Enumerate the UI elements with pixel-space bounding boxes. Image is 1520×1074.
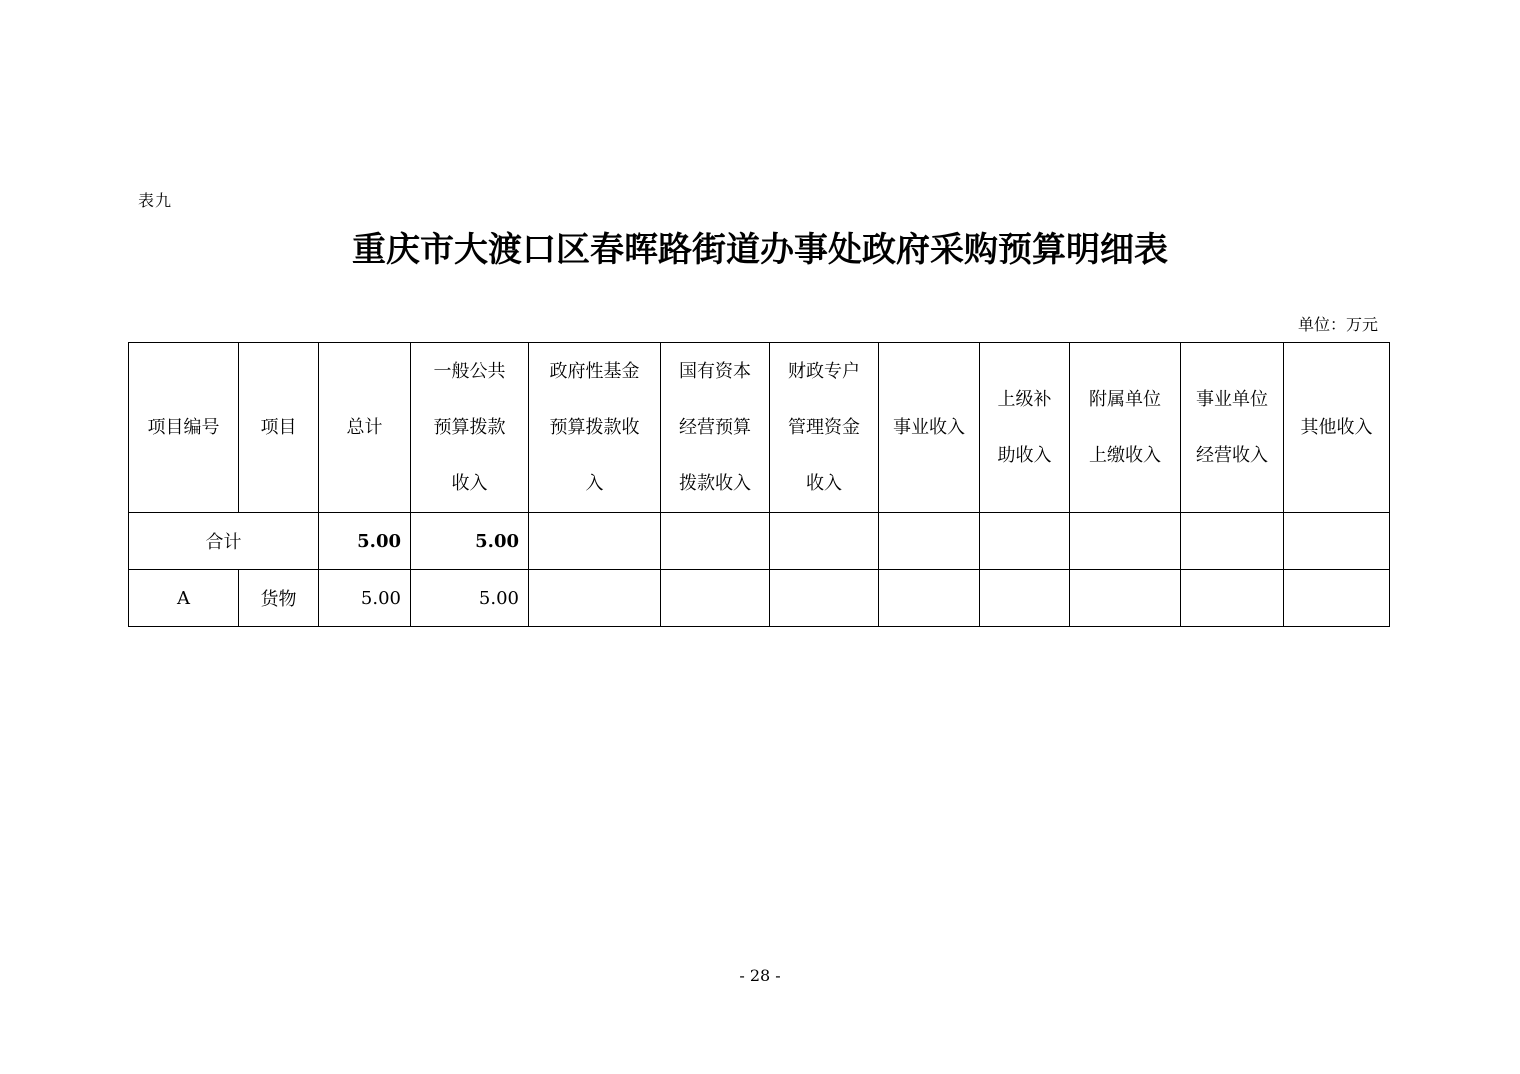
header-subsidiary-remit: 附属单位 上缴收入	[1070, 343, 1181, 513]
header-project: 项目	[239, 343, 319, 513]
header-fiscal-special-account: 财政专户 管理资金 收入	[770, 343, 879, 513]
total-cell-empty	[661, 513, 770, 570]
row-cell-empty	[529, 570, 661, 627]
row-cell-empty	[879, 570, 980, 627]
header-total: 总计	[319, 343, 411, 513]
total-cell-empty	[1181, 513, 1284, 570]
header-superior-subsidy: 上级补 助收入	[980, 343, 1070, 513]
total-cell-empty	[980, 513, 1070, 570]
total-cell-empty	[1070, 513, 1181, 570]
total-cell-total: 5.00	[319, 513, 411, 570]
header-row	[129, 343, 1390, 513]
header-general-budget: 一般公共 预算拨款 收入	[411, 343, 529, 513]
row-cell-empty	[1284, 570, 1390, 627]
row-project-item: 货物	[239, 570, 319, 627]
header-gov-fund-budget: 政府性基金 预算拨款收 入	[529, 343, 661, 513]
total-label: 合计	[129, 513, 319, 570]
total-cell-empty	[1284, 513, 1390, 570]
total-cell-general-budget: 5.00	[411, 513, 529, 570]
row-cell-empty	[980, 570, 1070, 627]
row-cell-empty	[661, 570, 770, 627]
row-general-budget: 5.00	[411, 570, 529, 627]
header-business-income: 事业收入	[879, 343, 980, 513]
row-cell-empty	[1181, 570, 1284, 627]
table-row	[129, 570, 1390, 627]
header-project-code: 项目编号	[129, 343, 239, 513]
document-title: 重庆市大渡口区春晖路街道办事处政府采购预算明细表	[352, 230, 1168, 270]
unit-label: 单位：万元	[1297, 315, 1378, 334]
total-row	[129, 513, 1390, 570]
table-number-label: 表九	[138, 191, 173, 210]
header-other-income: 其他收入	[1284, 343, 1390, 513]
total-cell-empty	[879, 513, 980, 570]
row-cell-empty	[770, 570, 879, 627]
header-unit-operating-income: 事业单位 经营收入	[1181, 343, 1284, 513]
total-cell-empty	[770, 513, 879, 570]
row-project-code: A	[129, 570, 239, 627]
total-cell-empty	[529, 513, 661, 570]
page-number: - 28 -	[739, 966, 781, 985]
row-total: 5.00	[319, 570, 411, 627]
header-state-capital-budget: 国有资本 经营预算 拨款收入	[661, 343, 770, 513]
procurement-budget-table	[128, 342, 1390, 627]
row-cell-empty	[1070, 570, 1181, 627]
